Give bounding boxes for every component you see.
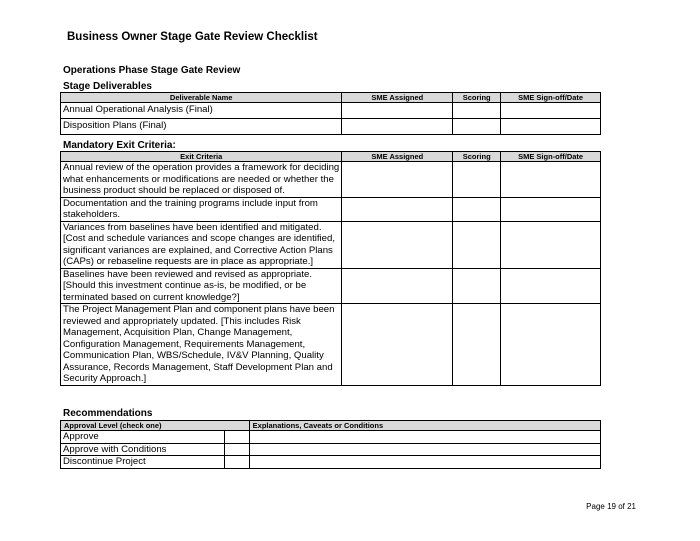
scoring-cell[interactable]	[453, 268, 501, 304]
sme-assigned-cell[interactable]	[342, 162, 453, 198]
exit-criteria-heading: Mandatory Exit Criteria:	[63, 140, 176, 151]
approval-option-label: Approve	[61, 431, 225, 444]
signoff-cell[interactable]	[501, 119, 601, 135]
col-sme-assigned: SME Assigned	[342, 93, 453, 103]
scoring-cell[interactable]	[453, 221, 501, 268]
table-row	[61, 197, 601, 221]
page-number: Page 19 of 21	[586, 502, 636, 511]
signoff-cell[interactable]	[501, 221, 601, 268]
scoring-cell[interactable]	[453, 162, 501, 198]
sme-assigned-cell[interactable]	[342, 103, 453, 119]
sme-assigned-cell[interactable]	[342, 268, 453, 304]
scoring-cell[interactable]	[453, 197, 501, 221]
deliverable-name: Disposition Plans (Final)	[61, 119, 342, 135]
scoring-cell[interactable]	[453, 304, 501, 386]
exit-criterion: Documentation and the training programs include input from stakeholders.	[61, 197, 342, 221]
signoff-cell[interactable]	[501, 268, 601, 304]
approve-with-conditions-checkbox-cell[interactable]	[224, 443, 249, 456]
table-row	[61, 431, 601, 444]
table-row	[61, 304, 601, 386]
recommendations-table	[60, 420, 601, 469]
explanation-cell[interactable]	[249, 456, 600, 469]
table-row	[61, 119, 601, 135]
exit-criteria-table	[60, 151, 601, 386]
exit-criterion: The Project Management Plan and component plans have been reviewed and appropriately updated. [This includes Risk Management, Acquisition Plan, Change Management, Configuration Management, Requirements Management, Communication Plan, WBS/Schedule, IV&V Planning, Quality Assurance, Records Management, Staff Development Plan and Security Approach.]	[61, 304, 342, 386]
recommendations-header-row	[61, 421, 601, 431]
sme-assigned-cell[interactable]	[342, 221, 453, 268]
col-scoring: Scoring	[453, 152, 501, 162]
explanation-cell[interactable]	[249, 443, 600, 456]
table-row	[61, 221, 601, 268]
signoff-cell[interactable]	[501, 162, 601, 198]
explanation-cell[interactable]	[249, 431, 600, 444]
col-exit-criteria: Exit Criteria	[61, 152, 342, 162]
signoff-cell[interactable]	[501, 304, 601, 386]
col-sme-signoff: SME Sign-off/Date	[501, 93, 601, 103]
exit-criterion: Annual review of the operation provides a framework for deciding what enhancements or modifications are needed or whether the business product should be replaced or disposed of.	[61, 162, 342, 198]
scoring-cell[interactable]	[453, 119, 501, 135]
col-approval-level: Approval Level (check one)	[61, 421, 250, 431]
recommendations-heading: Recommendations	[63, 408, 153, 419]
col-sme-assigned: SME Assigned	[342, 152, 453, 162]
table-row	[61, 456, 601, 469]
col-explanations: Explanations, Caveats or Conditions	[249, 421, 600, 431]
col-deliverable-name: Deliverable Name	[61, 93, 342, 103]
table-row	[61, 103, 601, 119]
exit-criteria-header-row	[61, 152, 601, 162]
deliverables-header-row	[61, 93, 601, 103]
approval-option-label: Discontinue Project	[61, 456, 225, 469]
discontinue-checkbox-cell[interactable]	[224, 456, 249, 469]
table-row	[61, 268, 601, 304]
sme-assigned-cell[interactable]	[342, 197, 453, 221]
signoff-cell[interactable]	[501, 103, 601, 119]
deliverable-name: Annual Operational Analysis (Final)	[61, 103, 342, 119]
col-sme-signoff: SME Sign-off/Date	[501, 152, 601, 162]
approve-checkbox-cell[interactable]	[224, 431, 249, 444]
sme-assigned-cell[interactable]	[342, 304, 453, 386]
table-row	[61, 162, 601, 198]
phase-heading: Operations Phase Stage Gate Review	[63, 65, 241, 76]
exit-criterion: Variances from baselines have been identified and mitigated. [Cost and schedule variances and scope changes are identified, significant variances are explained, and Corrective Action Plans (CAPs) or rebaseline requests are in place as appropriate.]	[61, 221, 342, 268]
col-scoring: Scoring	[453, 93, 501, 103]
approval-option-label: Approve with Conditions	[61, 443, 225, 456]
signoff-cell[interactable]	[501, 197, 601, 221]
deliverables-table	[60, 92, 601, 135]
scoring-cell[interactable]	[453, 103, 501, 119]
deliverables-heading: Stage Deliverables	[63, 81, 152, 92]
exit-criterion: Baselines have been reviewed and revised as appropriate. [Should this investment continue as-is, be modified, or be terminated based on current knowledge?]	[61, 268, 342, 304]
table-row	[61, 443, 601, 456]
sme-assigned-cell[interactable]	[342, 119, 453, 135]
document-title: Business Owner Stage Gate Review Checklist	[67, 31, 318, 43]
